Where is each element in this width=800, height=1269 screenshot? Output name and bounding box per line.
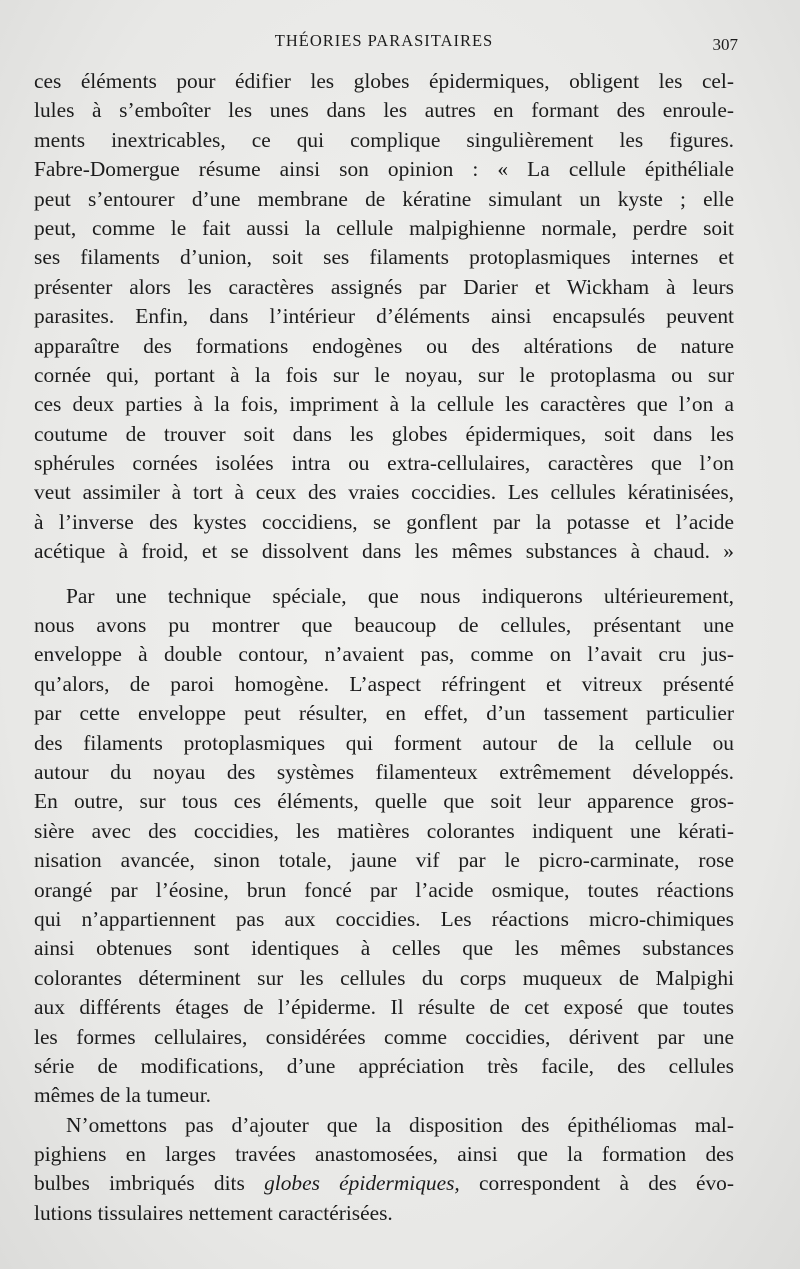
text-line: série de modifications, d’une appréciation très facile, des cellules [34,1053,734,1078]
text-line: nous avons pu montrer que beaucoup de cellules, présentant une [34,613,734,638]
paragraph-2 [34,582,734,1111]
paragraph-gap [34,567,734,582]
text-line: colorantes déterminent sur les cellules du corps muqueux de Malpighi [34,965,734,990]
text-line: apparaître des formations endogènes ou des altérations de nature [34,333,734,358]
text-line: des filaments protoplasmiques qui forment autour de la cellule ou [34,730,734,755]
paragraph-3 [34,1111,734,1229]
page-header [30,31,738,59]
text-line: pighiens en larges travées anastomosées, ainsi que la formation des [34,1142,734,1167]
text-line: ments inextricables, ce qui complique singulièrement les figures. [34,127,734,152]
text-line: à l’inverse des kystes coccidiens, se gonflent par la potasse et l’acide [34,509,734,534]
text-line: Par une technique spéciale, que nous indiquerons ultérieurement, [66,583,734,608]
text-line: lules à s’emboîter les unes dans les autres en formant des enroule- [34,98,734,123]
paragraph-1 [34,67,734,567]
text-line: peut, comme le fait aussi la cellule malpighienne normale, perdre soit [34,215,734,240]
text-line: ces éléments pour édifier les globes épidermiques, obligent les cel- [34,69,734,93]
text-line: ces deux parties à la fois, impriment à la cellule les caractères que l’on a [34,392,734,417]
text-line: autour du noyau des systèmes filamenteux extrêmement développés. [34,759,734,784]
text-line: orangé par l’éosine, brun foncé par l’acide osmique, toutes réactions [34,877,734,902]
text-line: aux différents étages de l’épiderme. Il résulte de cet exposé que toutes [34,995,734,1020]
text-line: enveloppe à double contour, n’avaient pas, comme on l’avait cru jus- [34,642,734,667]
text-line: les formes cellulaires, considérées comme coccidies, dérivent par une [34,1024,734,1049]
text-line: peut s’entourer d’une membrane de kératine simulant un kyste ; elle [34,186,734,211]
text-run: bulbes imbriqués dits [34,1171,265,1196]
text-line: parasites. Enfin, dans l’intérieur d’éléments ainsi encapsulés peuvent [34,304,734,329]
text-line: En outre, sur tous ces éléments, quelle que soit leur apparence gros- [34,789,734,814]
text-line: qu’alors, de paroi homogène. L’aspect réfringent et vitreux présenté [34,671,734,696]
italic-term: globes épidermiques, [264,1171,460,1196]
running-title: THÉORIES PARASITAIRES [274,31,494,50]
text-run: correspondent à des évo- [459,1171,734,1196]
text-line: qui n’appartiennent pas aux coccidies. Les réactions micro-chimiques [34,906,734,931]
text-line: mêmes de la tumeur. [34,1083,212,1108]
page-number: 307 [712,35,738,54]
text-line-with-italic [34,1169,734,1198]
text-line: N’omettons pas d’ajouter que la disposition des épithéliomas mal- [66,1112,734,1137]
text-line: Fabre-Domergue résume ainsi son opinion : « La cellule épithéliale [34,157,734,182]
body-text [34,67,734,1228]
text-line: cornée qui, portant à la fois sur le noyau, sur le protoplasma ou sur [34,362,734,387]
text-line: présenter alors les caractères assignés par Darier et Wickham à leurs [34,274,734,299]
text-line: ses filaments d’union, soit ses filaments protoplasmiques internes et [34,245,734,270]
text-line: ainsi obtenues sont identiques à celles que les mêmes substances [34,936,734,961]
text-line: nisation avancée, sinon totale, jaune vif par le picro-carminate, rose [34,848,734,873]
text-line: lutions tissulaires nettement caractérisées. [34,1200,393,1225]
text-line: veut assimiler à tort à ceux des vraies coccidies. Les cellules kératinisées, [34,480,734,505]
text-line: par cette enveloppe peut résulter, en effet, d’un tassement particulier [34,701,734,726]
text-line: coutume de trouver soit dans les globes épidermiques, soit dans les [34,421,734,446]
text-line: sphérules cornées isolées intra ou extra-cellulaires, caractères que l’on [34,451,734,476]
text-line: acétique à froid, et se dissolvent dans les mêmes substances à chaud. » [34,539,734,564]
text-line: sière avec des coccidies, les matières colorantes indiquent une kérati- [34,818,734,843]
